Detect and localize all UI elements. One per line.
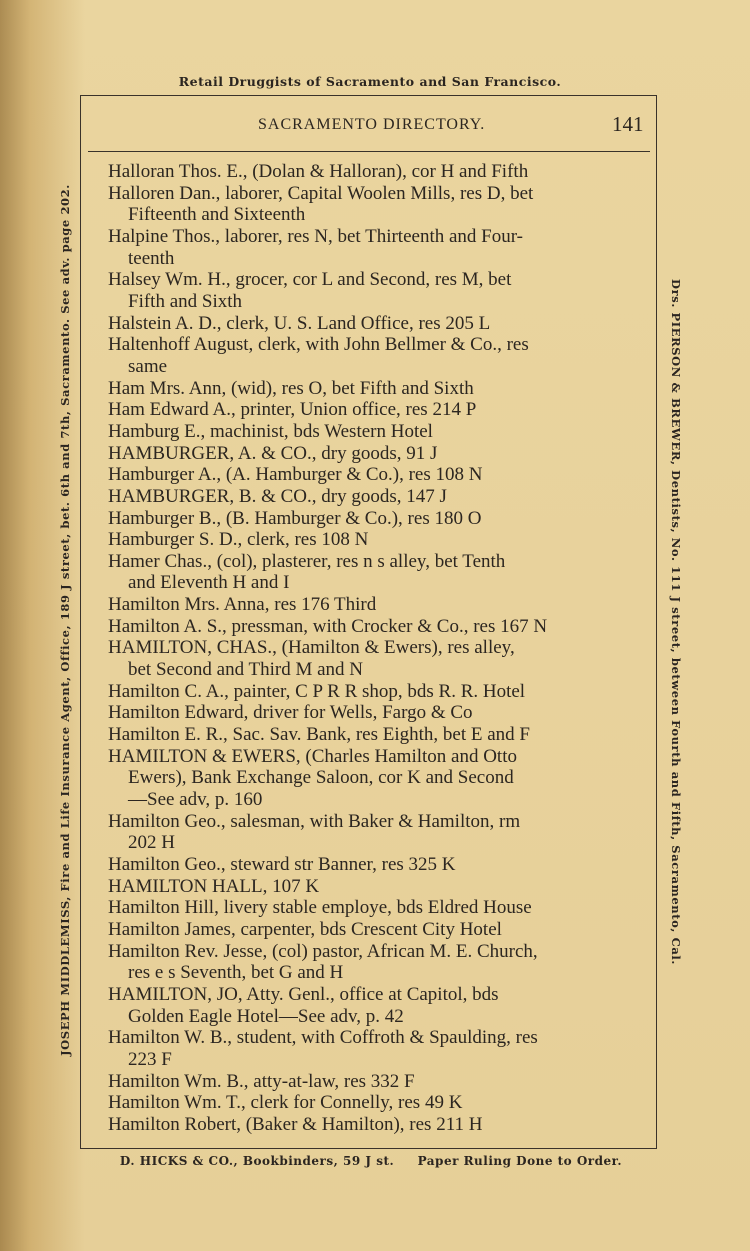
right-margin-text: Drs. PIERSON & BREWER, Dentists, No. 111 J street, between Fourth and Fifth, Sacramento, Cal. <box>669 279 683 965</box>
entry-continuation: Fifth and Sixth <box>128 290 243 312</box>
entry-line: Hamilton Geo., salesman, with Baker & Hamilton, rm <box>108 810 521 832</box>
directory-entry <box>108 681 643 703</box>
entry-line: Hamilton Robert, (Baker & Hamilton), res 211 H <box>108 1113 483 1135</box>
entry-continuation: bet Second and Third M and N <box>128 659 363 681</box>
directory-entry <box>108 378 643 400</box>
directory-entry <box>108 464 643 486</box>
entry-line: Halpine Thos., laborer, res N, bet Thirteenth and Four- <box>108 225 523 247</box>
entry-continuation: and Eleventh H and I <box>128 572 290 594</box>
entry-line: Hamburger B., (B. Hamburger & Co.), res 180 O <box>108 507 482 529</box>
directory-entry <box>108 746 643 811</box>
directory-entry <box>108 443 643 465</box>
entry-continuation: res e s Seventh, bet G and H <box>128 962 344 984</box>
entry-line: Hamilton Geo., steward str Banner, res 325 K <box>108 854 456 875</box>
header-divider <box>88 151 650 152</box>
directory-entry <box>108 508 643 530</box>
directory-entry <box>108 269 643 312</box>
directory-entry <box>108 551 643 594</box>
directory-entry <box>108 1027 643 1070</box>
entry-line: Hamilton Wm. T., clerk for Connelly, res 49 K <box>108 1092 463 1114</box>
entry-continuation: same <box>128 355 168 377</box>
directory-entry <box>108 594 643 616</box>
page-number: 141 <box>612 112 644 136</box>
entry-continuation: Ewers), Bank Exchange Saloon, cor K and Second <box>128 767 514 789</box>
entry-continuation: 202 H <box>128 832 175 854</box>
entry-continuation: —See adv, p. 160 <box>128 789 263 811</box>
entry-line: Halloren Dan., laborer, Capital Woolen Mills, res D, bet <box>108 182 534 204</box>
entry-line: Hamer Chas., (col), plasterer, res n s alley, bet Tenth <box>108 550 506 572</box>
directory-entry <box>108 876 643 898</box>
directory-entry <box>108 421 643 443</box>
directory-entry <box>108 984 643 1027</box>
entry-line: Ham Edward A., printer, Union office, res 214 P <box>108 399 477 421</box>
frame-bottom-rule <box>80 1148 657 1149</box>
directory-entry <box>108 529 643 551</box>
entry-line: HAMILTON, CHAS., (Hamilton & Ewers), res alley, <box>108 637 515 659</box>
entry-continuation: 223 F <box>128 1048 172 1070</box>
entry-line: Hamburger A., (A. Hamburger & Co.), res 108 N <box>108 464 483 486</box>
directory-entry <box>108 1114 643 1136</box>
page-title: SACRAMENTO DIRECTORY. <box>258 116 486 133</box>
entry-line: HAMILTON & EWERS, (Charles Hamilton and Otto <box>108 745 517 767</box>
directory-entry <box>108 637 643 680</box>
bottom-advertisement: D. HICKS & CO., Bookbinders, 59 J st. Paper Ruling Done to Order. <box>119 1154 623 1168</box>
entry-continuation: teenth <box>128 247 175 269</box>
entry-line: HAMBURGER, A. & CO., dry goods, 91 J <box>108 442 438 464</box>
entry-line: HAMBURGER, B. & CO., dry goods, 147 J <box>108 485 447 507</box>
directory-entries <box>108 161 643 1136</box>
entry-line: Halloran Thos. E., (Dolan & Halloran), cor H and Fifth <box>108 161 529 182</box>
entry-line: Halstein A. D., clerk, U. S. Land Office, res 205 L <box>108 312 491 334</box>
entry-line: HAMILTON, JO, Atty. Genl., office at Capitol, bds <box>108 983 499 1005</box>
directory-entry <box>108 183 643 226</box>
entry-line: Hamilton James, carpenter, bds Crescent City Hotel <box>108 918 502 940</box>
entry-line: Hamilton E. R., Sac. Sav. Bank, res Eighth, bet E and F <box>108 724 530 746</box>
entry-line: Hamilton W. B., student, with Coffroth & Spaulding, res <box>108 1027 538 1049</box>
entry-line: Hamburg E., machinist, bds Western Hotel <box>108 420 433 442</box>
directory-entry <box>108 724 643 746</box>
entry-line: Halsey Wm. H., grocer, cor L and Second, res M, bet <box>108 269 512 291</box>
directory-entry <box>108 334 643 377</box>
directory-entry <box>108 919 643 941</box>
directory-entry <box>108 399 643 421</box>
entry-line: Hamilton C. A., painter, C P R R shop, bds R. R. Hotel <box>108 680 526 702</box>
directory-entry <box>108 941 643 984</box>
top-advertisement: Retail Druggists of Sacramento and San Francisco. <box>178 74 562 89</box>
entry-line: Hamilton Edward, driver for Wells, Fargo & Co <box>108 702 473 724</box>
frame-left-rule <box>80 95 81 1148</box>
frame-top-rule <box>80 95 657 96</box>
directory-entry <box>108 1092 643 1114</box>
directory-entry <box>108 854 643 876</box>
directory-entry <box>108 1071 643 1093</box>
entry-line: Hamburger S. D., clerk, res 108 N <box>108 529 369 551</box>
directory-entry <box>108 226 643 269</box>
directory-entry <box>108 616 643 638</box>
entry-line: Hamilton Wm. B., atty-at-law, res 332 F <box>108 1070 415 1092</box>
directory-entry <box>108 161 643 183</box>
entry-line: Hamilton A. S., pressman, with Crocker & Co., res 167 N <box>108 615 548 637</box>
frame-right-rule <box>656 95 657 1148</box>
entry-continuation: Golden Eagle Hotel—See adv, p. 42 <box>128 1005 404 1027</box>
directory-entry <box>108 811 643 854</box>
entry-line: Hamilton Mrs. Anna, res 176 Third <box>108 594 377 616</box>
directory-entry <box>108 897 643 919</box>
entry-continuation: Fifteenth and Sixteenth <box>128 204 306 226</box>
directory-entry <box>108 313 643 335</box>
directory-entry <box>108 702 643 724</box>
entry-line: Hamilton Hill, livery stable employe, bds Eldred House <box>108 897 532 919</box>
entry-line: Haltenhoff August, clerk, with John Bellmer & Co., res <box>108 334 529 356</box>
left-margin-text: JOSEPH MIDDLEMISS, Fire and Life Insurance Agent, Office, 189 J street, bet. 6th and 7th, Sacramento. See adv. page 202. <box>58 184 72 1056</box>
entry-line: Ham Mrs. Ann, (wid), res O, bet Fifth and Sixth <box>108 377 474 399</box>
entry-line: HAMILTON HALL, 107 K <box>108 875 320 897</box>
directory-entry <box>108 486 643 508</box>
entry-line: Hamilton Rev. Jesse, (col) pastor, African M. E. Church, <box>108 940 538 962</box>
